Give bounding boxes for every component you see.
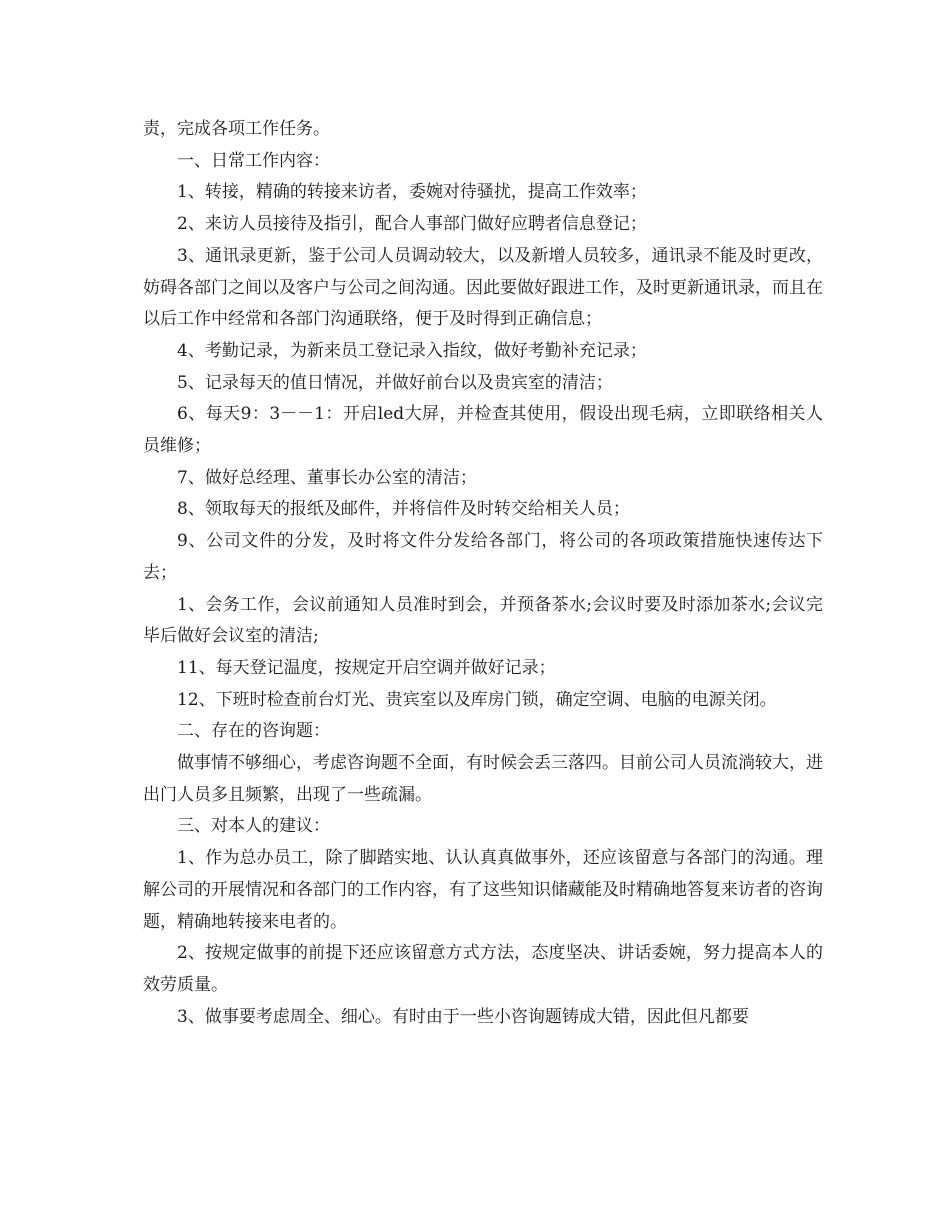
paragraph-suggestion-2: 2、按规定做事的前提下还应该留意方式方法，态度坚决、讲话委婉，努力提高本人的效劳质量。 xyxy=(143,943,823,995)
paragraph-item-6: 6、每天9：3－－1：开启led大屏，并检查其使用，假设出现毛病，立即联络相关人员维修； xyxy=(143,404,823,457)
paragraph-item-9: 9、公司文件的分发，及时将文件分发给各部门，将公司的各项政策措施快速传达下去； xyxy=(143,531,823,583)
paragraph-item-1: 1、转接，精确的转接来访者，委婉对待骚扰，提高工作效率； xyxy=(177,182,647,203)
paragraph-item-4: 4、考勤记录，为新来员工登记录入指纹，做好考勤补充记录； xyxy=(177,340,647,361)
paragraph-item-3: 3、通讯录更新，鉴于公司人员调动较大，以及新增人员较多，通讯录不能及时更改，妨碍各部门之间以及客户与公司之间沟通。因此要做好跟进工作，及时更新通讯录，而且在以后工作中经常和各部门沟通联络，便于及时得到正确信息； xyxy=(143,245,823,330)
paragraph-item-8: 8、领取每天的报纸及邮件，并将信件及时转交给相关人员； xyxy=(177,499,630,520)
paragraph-problems: 做事情不够细心，考虑咨询题不全面，有时候会丢三落四。目前公司人员流淌较大，进出门人员多且频繁，出现了一些疏漏。 xyxy=(143,753,823,805)
section-heading-suggestions: 三、对本人的建议： xyxy=(177,816,330,837)
paragraph-item-11: 11、每天登记温度，按规定开启空调并做好记录； xyxy=(177,657,556,678)
document-body xyxy=(143,114,823,1033)
paragraph-suggestion-3: 3、做事要考虑周全、细心。有时由于一些小咨询题铸成大错，因此但凡都要 xyxy=(177,1006,749,1027)
paragraph-item-7: 7、做好总经理、董事长办公室的清洁； xyxy=(177,467,477,488)
paragraph-item-10: 1、会务工作，会议前通知人员准时到会，并预备茶水;会议时要及时添加茶水;会议完毕后做好会议室的清洁; xyxy=(143,594,823,647)
paragraph-suggestion-1: 1、作为总办员工，除了脚踏实地、认认真真做事外，还应该留意与各部门的沟通。理解公司的开展情况和各部门的工作内容，有了这些知识储藏能及时精确地答复来访者的咨询题，精确地转接来电者的。 xyxy=(143,848,823,932)
paragraph-continuation: 责，完成各项工作任务。 xyxy=(143,119,330,139)
section-heading-daily-work: 一、日常工作内容： xyxy=(177,150,330,171)
paragraph-item-12: 12、下班时检查前台灯光、贵宾室以及库房门锁，确定空调、电脑的电源关闭。 xyxy=(177,689,777,710)
section-heading-problems: 二、存在的咨询题： xyxy=(177,721,330,742)
paragraph-item-2: 2、来访人员接待及指引，配合人事部门做好应聘者信息登记； xyxy=(177,214,647,235)
paragraph-item-5: 5、记录每天的值日情况，并做好前台以及贵宾室的清洁； xyxy=(177,372,613,393)
